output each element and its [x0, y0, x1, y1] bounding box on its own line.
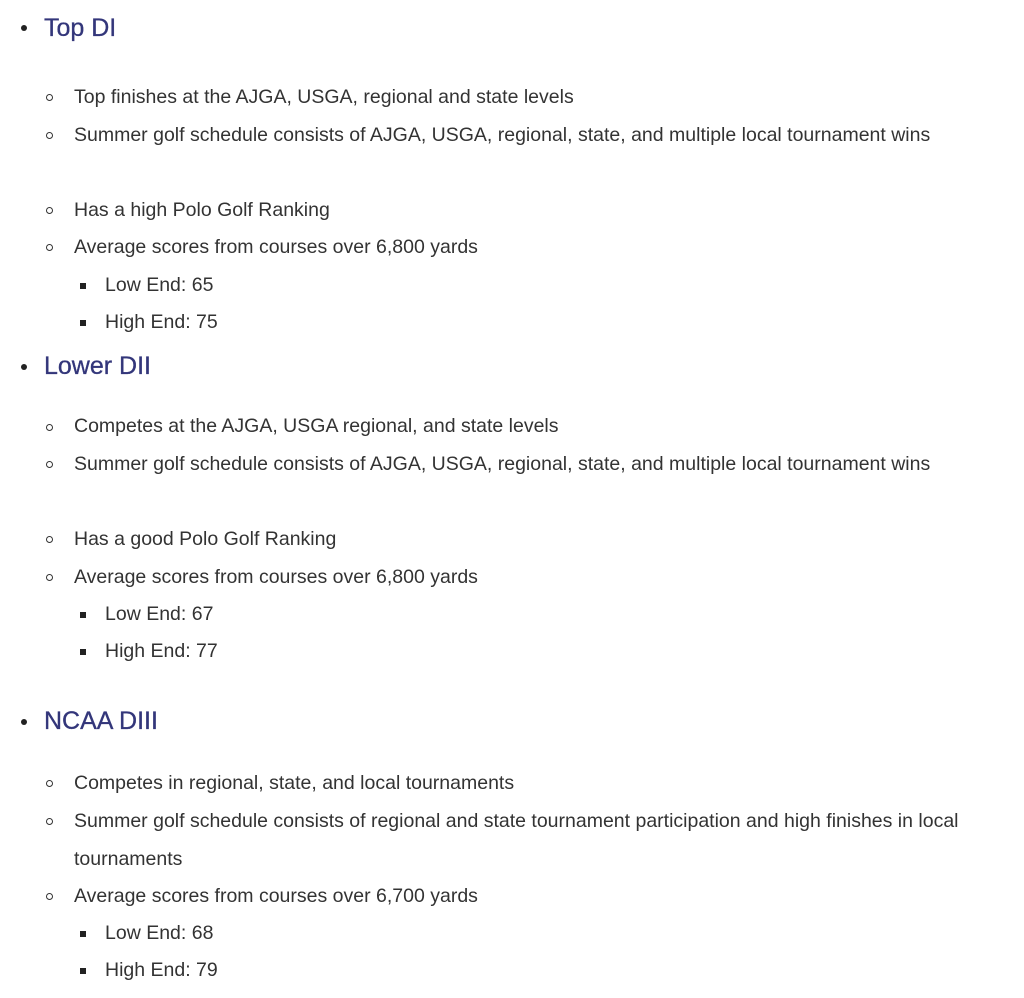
section-heading: Top DI: [44, 14, 117, 42]
bullet-disc-icon: [21, 719, 27, 725]
score-item-low: Low End: 65: [105, 274, 214, 296]
score-item-high: High End: 77: [105, 640, 218, 662]
bullet-circle-icon: [46, 207, 53, 214]
bullet-square-icon: [80, 931, 86, 937]
list-item: Summer golf schedule consists of AJGA, USGA, regional, state, and multiple local tournament wins: [74, 453, 931, 475]
bullet-circle-icon: [46, 780, 53, 787]
bullet-square-icon: [80, 320, 86, 326]
list-item: Has a high Polo Golf Ranking: [74, 199, 330, 221]
bullet-square-icon: [80, 612, 86, 618]
section-heading: Lower DII: [44, 352, 151, 380]
score-item-low: Low End: 68: [105, 922, 214, 944]
list-item: Average scores from courses over 6,800 yards: [74, 236, 478, 258]
list-item: Competes at the AJGA, USGA regional, and state levels: [74, 415, 559, 437]
score-item-high: High End: 75: [105, 311, 218, 333]
section-heading: NCAA DIII: [44, 707, 158, 735]
bullet-circle-icon: [46, 893, 53, 900]
bullet-square-icon: [80, 283, 86, 289]
bullet-circle-icon: [46, 461, 53, 468]
bullet-circle-icon: [46, 132, 53, 139]
list-item: Summer golf schedule consists of AJGA, USGA, regional, state, and multiple local tournament wins: [74, 124, 931, 146]
bullet-circle-icon: [46, 536, 53, 543]
bullet-disc-icon: [21, 364, 27, 370]
list-item: Competes in regional, state, and local tournaments: [74, 772, 515, 794]
list-item: Average scores from courses over 6,800 yards: [74, 566, 478, 588]
bullet-circle-icon: [46, 424, 53, 431]
score-item-high: High End: 79: [105, 959, 218, 981]
bullet-square-icon: [80, 968, 86, 974]
score-item-low: Low End: 67: [105, 603, 214, 625]
bullet-circle-icon: [46, 818, 53, 825]
list-item: Top finishes at the AJGA, USGA, regional and state levels: [74, 86, 574, 108]
list-item: Has a good Polo Golf Ranking: [74, 528, 337, 550]
bullet-circle-icon: [46, 94, 53, 101]
bullet-disc-icon: [21, 25, 27, 31]
bullet-square-icon: [80, 649, 86, 655]
bullet-circle-icon: [46, 574, 53, 581]
list-item: Summer golf schedule consists of regional and state tournament participation and high finishes in local tournaments: [74, 810, 959, 870]
bullet-circle-icon: [46, 244, 53, 251]
list-item: Average scores from courses over 6,700 yards: [74, 885, 478, 907]
